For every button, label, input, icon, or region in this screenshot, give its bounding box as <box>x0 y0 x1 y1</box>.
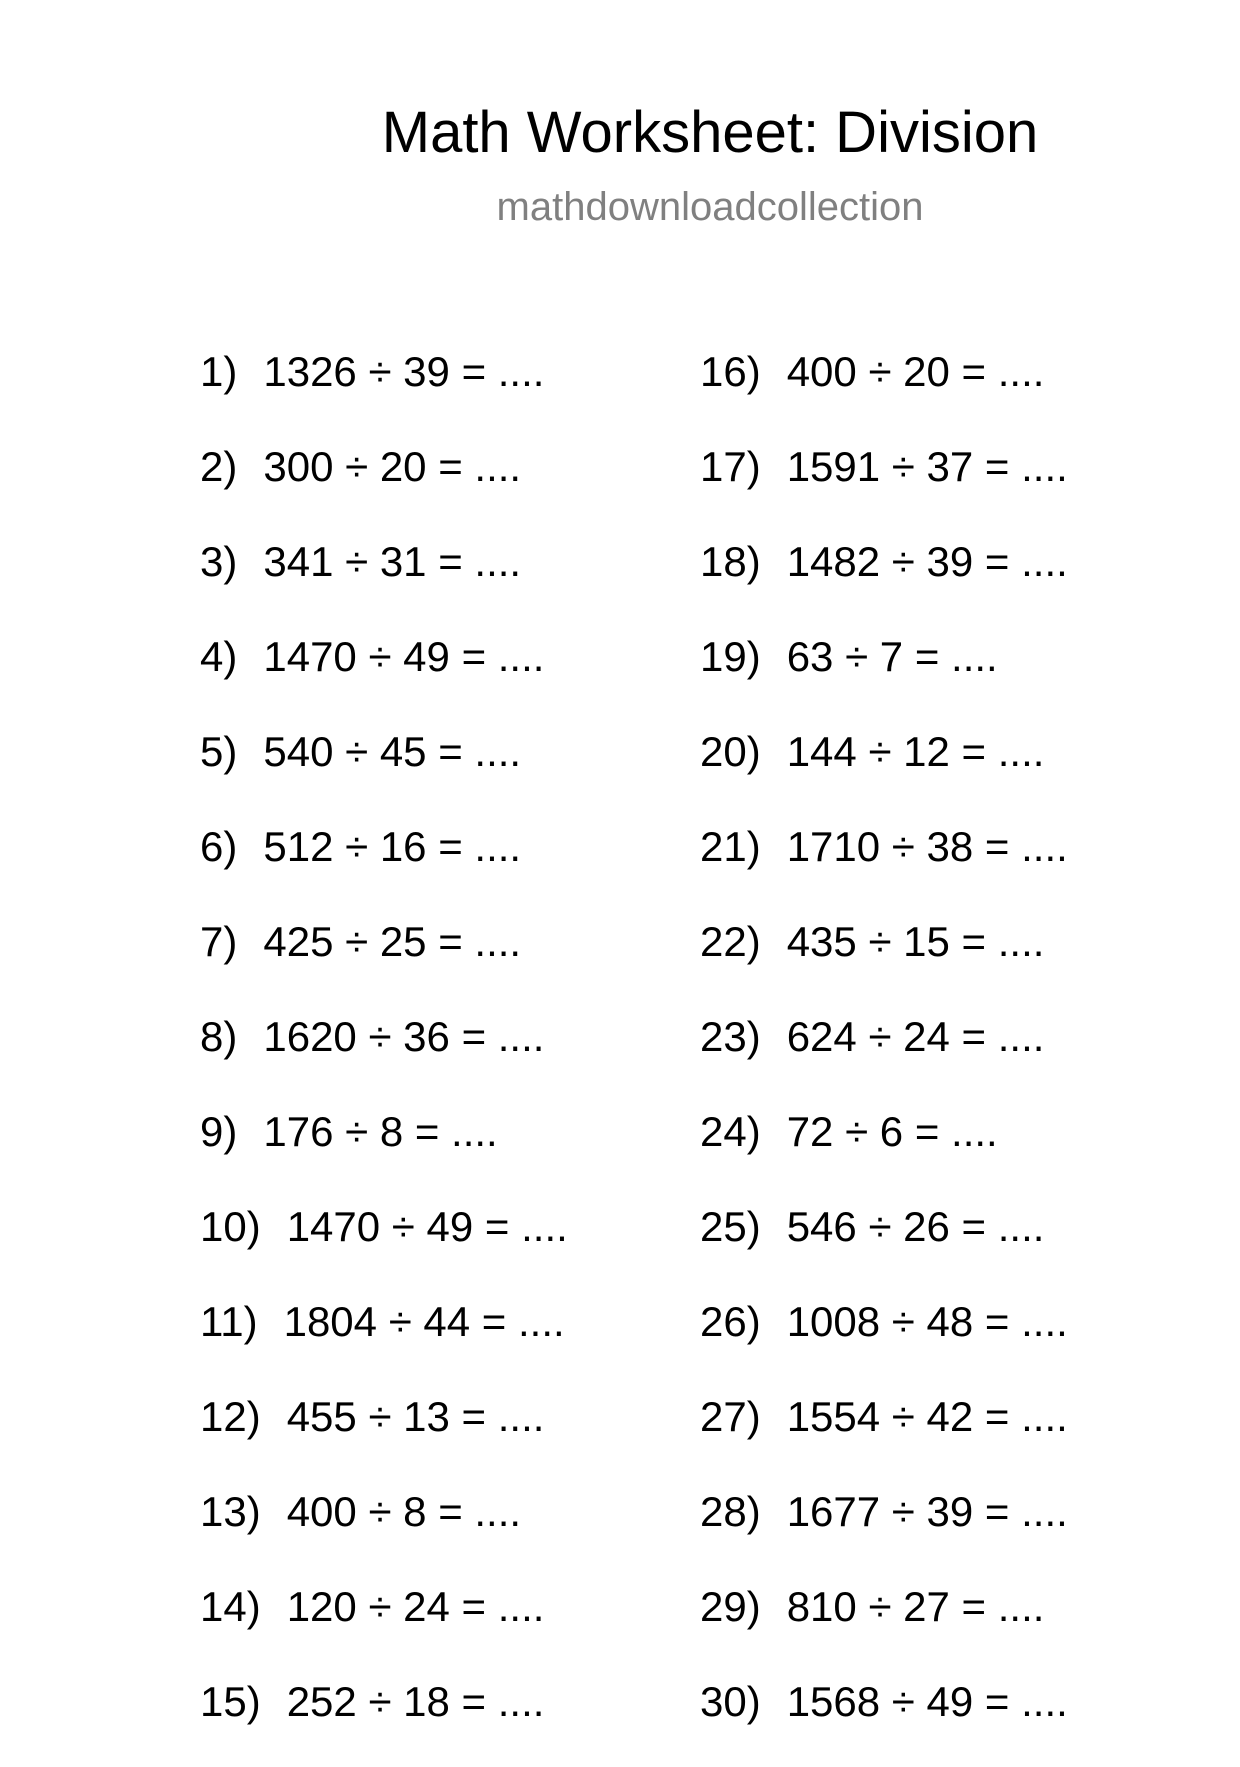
problem-item <box>200 1672 568 1767</box>
problem-item <box>700 627 1068 722</box>
problem-column-left <box>200 342 568 1767</box>
problem-expression: 300 ÷ 20 = .... <box>263 443 522 490</box>
problem-expression: 1470 ÷ 49 = .... <box>263 633 545 680</box>
problem-number: 4) <box>200 633 238 680</box>
problem-expression: 176 ÷ 8 = .... <box>263 1108 498 1155</box>
problem-number: 6) <box>200 823 238 870</box>
problem-expression: 1620 ÷ 36 = .... <box>263 1013 545 1060</box>
problem-number: 16) <box>700 348 761 395</box>
problem-number: 19) <box>700 633 761 680</box>
problem-number: 21) <box>700 823 761 870</box>
problem-item <box>200 342 568 437</box>
problem-expression: 1568 ÷ 49 = .... <box>786 1678 1068 1725</box>
problem-number: 9) <box>200 1108 238 1155</box>
problem-item <box>700 1007 1068 1102</box>
problem-number: 1) <box>200 348 238 395</box>
problem-expression: 1710 ÷ 38 = .... <box>786 823 1068 870</box>
problem-item <box>700 817 1068 912</box>
problem-expression: 120 ÷ 24 = .... <box>286 1583 545 1630</box>
problem-expression: 1482 ÷ 39 = .... <box>786 538 1068 585</box>
problem-expression: 540 ÷ 45 = .... <box>263 728 522 775</box>
problem-item <box>200 1197 568 1292</box>
problem-item <box>700 912 1068 1007</box>
problem-item <box>200 1387 568 1482</box>
problem-number: 8) <box>200 1013 238 1060</box>
problem-expression: 1326 ÷ 39 = .... <box>263 348 545 395</box>
problem-expression: 252 ÷ 18 = .... <box>286 1678 545 1725</box>
problem-expression: 1008 ÷ 48 = .... <box>786 1298 1068 1345</box>
problem-item <box>200 532 568 627</box>
problem-item <box>200 1577 568 1672</box>
problem-number: 12) <box>200 1393 261 1440</box>
problem-number: 27) <box>700 1393 761 1440</box>
problem-number: 23) <box>700 1013 761 1060</box>
problem-number: 29) <box>700 1583 761 1630</box>
problem-number: 10) <box>200 1203 261 1250</box>
problem-number: 20) <box>700 728 761 775</box>
problem-expression: 435 ÷ 15 = .... <box>786 918 1045 965</box>
problem-item <box>700 532 1068 627</box>
problem-expression: 1554 ÷ 42 = .... <box>786 1393 1068 1440</box>
problem-expression: 400 ÷ 20 = .... <box>786 348 1045 395</box>
problem-number: 13) <box>200 1488 261 1535</box>
problem-item <box>200 627 568 722</box>
problem-number: 3) <box>200 538 238 585</box>
problem-item <box>700 1387 1068 1482</box>
problem-expression: 400 ÷ 8 = .... <box>286 1488 522 1535</box>
page-title: Math Worksheet: Division <box>381 100 1039 165</box>
problem-item <box>200 912 568 1007</box>
problem-item <box>700 437 1068 532</box>
problem-number: 14) <box>200 1583 261 1630</box>
problem-number: 24) <box>700 1108 761 1155</box>
problem-expression: 624 ÷ 24 = .... <box>786 1013 1045 1060</box>
problem-item <box>700 1482 1068 1577</box>
problem-number: 11) <box>200 1298 258 1345</box>
problem-expression: 1591 ÷ 37 = .... <box>786 443 1068 490</box>
page-subtitle: mathdownloadcollection <box>496 185 924 229</box>
problem-item <box>200 437 568 532</box>
problem-item <box>200 1482 568 1577</box>
problem-expression: 810 ÷ 27 = .... <box>786 1583 1045 1630</box>
problem-expression: 63 ÷ 7 = .... <box>786 633 998 680</box>
problem-item <box>700 342 1068 437</box>
problem-number: 2) <box>200 443 238 490</box>
problem-number: 28) <box>700 1488 761 1535</box>
problem-expression: 1470 ÷ 49 = .... <box>286 1203 568 1250</box>
problem-item <box>200 1102 568 1197</box>
problem-item <box>700 1102 1068 1197</box>
problem-item <box>200 1292 568 1387</box>
problem-number: 15) <box>200 1678 261 1725</box>
problem-expression: 341 ÷ 31 = .... <box>263 538 522 585</box>
problem-item <box>700 722 1068 817</box>
problem-number: 7) <box>200 918 238 965</box>
problem-item <box>700 1292 1068 1387</box>
problem-number: 5) <box>200 728 238 775</box>
problem-item <box>700 1672 1068 1767</box>
problem-expression: 1677 ÷ 39 = .... <box>786 1488 1068 1535</box>
problem-expression: 1804 ÷ 44 = .... <box>283 1298 565 1345</box>
problem-number: 30) <box>700 1678 761 1725</box>
problem-number: 22) <box>700 918 761 965</box>
problem-item <box>700 1577 1068 1672</box>
problem-number: 25) <box>700 1203 761 1250</box>
problem-expression: 72 ÷ 6 = .... <box>786 1108 998 1155</box>
problem-number: 18) <box>700 538 761 585</box>
problem-number: 17) <box>700 443 761 490</box>
problem-expression: 512 ÷ 16 = .... <box>263 823 522 870</box>
problem-expression: 455 ÷ 13 = .... <box>286 1393 545 1440</box>
problem-item <box>200 817 568 912</box>
problem-item <box>200 1007 568 1102</box>
problem-item <box>200 722 568 817</box>
problem-column-right <box>700 342 1068 1767</box>
problem-item <box>700 1197 1068 1292</box>
problem-expression: 546 ÷ 26 = .... <box>786 1203 1045 1250</box>
problem-expression: 144 ÷ 12 = .... <box>786 728 1045 775</box>
problem-expression: 425 ÷ 25 = .... <box>263 918 522 965</box>
problem-number: 26) <box>700 1298 761 1345</box>
